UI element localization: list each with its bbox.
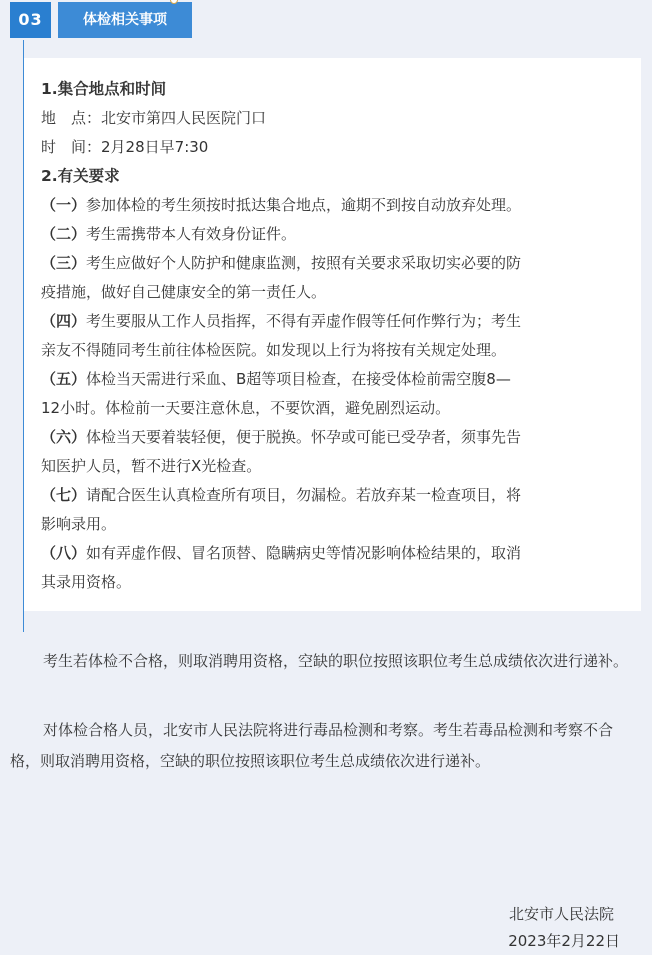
requirement-line	[41, 307, 631, 336]
paragraph-failed-exam	[10, 646, 642, 677]
paragraph-text: 对体检合格人员，北安市人民法院将进行毒品检测和考察。考生若毒品检测和考察不合格，则取消聘用资格，空缺的职位按照该职位考生总成绩依次进行递补。	[10, 721, 614, 770]
requirement-text: 体检当天要着装轻便，便于脱换。怀孕或可能已受孕者，须事先告	[86, 428, 522, 446]
requirement-number: （一）	[41, 196, 87, 214]
requirement-line	[41, 365, 631, 394]
paragraph-drug-test	[10, 715, 642, 777]
requirement-line	[41, 452, 631, 481]
requirement-line	[41, 423, 631, 452]
requirement-number: （七）	[41, 486, 87, 504]
requirement-number: （五）	[41, 370, 87, 388]
requirement-number: （六）	[41, 428, 87, 446]
heading-assembly: 1.集合地点和时间	[41, 80, 167, 98]
requirement-line	[41, 481, 631, 510]
time-row	[41, 133, 631, 162]
requirement-text: 体检当天需进行采血、B超等项目检查，在接受体检前需空腹8—	[86, 370, 511, 388]
requirement-text: 影响录用。	[41, 515, 117, 533]
requirement-number: （四）	[41, 312, 87, 330]
time-value: 2月28日早7:30	[101, 138, 209, 156]
requirement-number: （二）	[41, 225, 87, 243]
requirement-line	[41, 539, 631, 568]
requirement-text: 其录用资格。	[41, 573, 132, 591]
requirements-list	[41, 191, 631, 597]
signature-date: 2023年2月22日	[508, 932, 620, 950]
requirement-line	[41, 394, 631, 423]
requirement-number: （八）	[41, 544, 87, 562]
requirement-text: 考生要服从工作人员指挥，不得有弄虚作假等任何作弊行为；考生	[86, 312, 522, 330]
place-value: 北安市第四人民医院门口	[101, 109, 267, 127]
heading-requirements: 2.有关要求	[41, 167, 120, 185]
requirement-line	[41, 220, 631, 249]
requirement-text: 考生应做好个人防护和健康监测，按照有关要求采取切实必要的防	[86, 254, 522, 272]
place-row	[41, 104, 631, 133]
signature-org: 北安市人民法院	[508, 905, 614, 923]
section-number: 03	[10, 2, 51, 38]
requirement-line	[41, 249, 631, 278]
requirement-text: 亲友不得随同考生前往体检医院。如发现以上行为将按有关规定处理。	[41, 341, 507, 359]
requirement-text: 如有弄虚作假、冒名顶替、隐瞒病史等情况影响体检结果的，取消	[86, 544, 522, 562]
requirement-number: （三）	[41, 254, 87, 272]
requirement-text: 疫措施，做好自己健康安全的第一责任人。	[41, 283, 327, 301]
time-label: 时 间：	[41, 138, 102, 156]
requirement-line	[41, 336, 631, 365]
paragraph-text: 考生若体检不合格，则取消聘用资格，空缺的职位按照该职位考生总成绩依次进行递补。	[43, 652, 629, 670]
requirement-text: 知医护人员，暂不进行X光检查。	[41, 457, 262, 475]
requirement-text: 考生需携带本人有效身份证件。	[86, 225, 297, 243]
requirement-text: 请配合医生认真检查所有项目，勿漏检。若放弃某一检查项目，将	[86, 486, 522, 504]
requirement-line	[41, 191, 631, 220]
section-title: 体检相关事项	[58, 2, 192, 38]
requirement-text: 12小时。体检前一天要注意休息，不要饮酒，避免剧烈运动。	[41, 399, 451, 417]
requirement-line	[41, 278, 631, 307]
requirement-line	[41, 510, 631, 539]
requirement-text: 参加体检的考生须按时抵达集合地点，逾期不到按自动放弃处理。	[86, 196, 522, 214]
requirements-card	[24, 58, 641, 611]
requirement-line	[41, 568, 631, 597]
place-label: 地 点：	[41, 109, 102, 127]
